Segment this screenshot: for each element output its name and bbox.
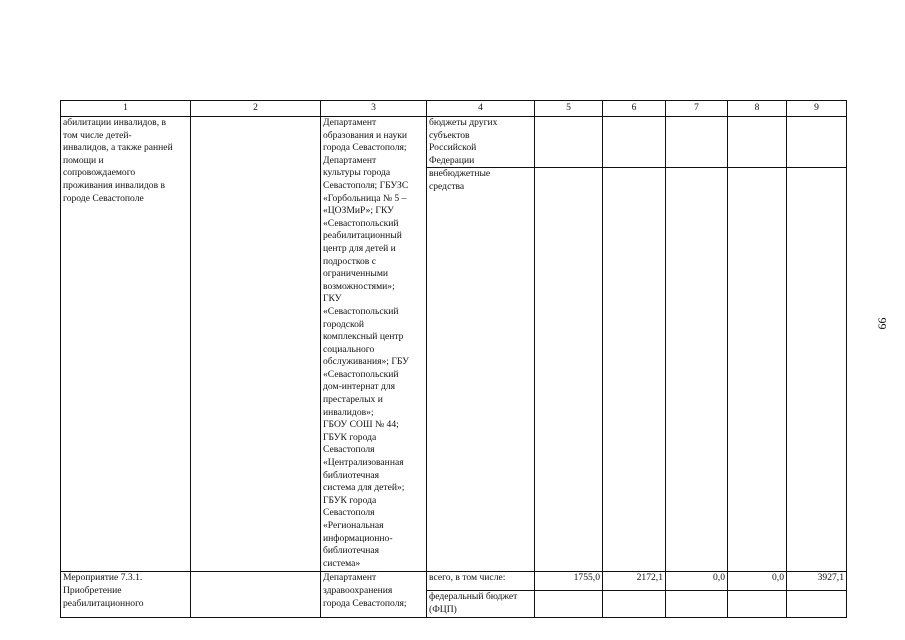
value-cell (787, 168, 847, 572)
value-cell: 1755,0 (535, 572, 603, 591)
text-line: «Горбольница № 5 – (323, 192, 407, 204)
header-cell: 2 (191, 101, 321, 117)
text-line: бюджеты других (429, 117, 498, 128)
header-cell: 7 (666, 101, 728, 117)
text-line: города Севастополя; (323, 597, 407, 609)
header-cell: 6 (603, 101, 666, 117)
text-line: «ЦОЗМиР»; ГКУ (323, 205, 394, 217)
text-line: реабилитационного (63, 597, 144, 609)
text-line: ГБУК города (323, 494, 377, 506)
text-line: образования и науки (323, 129, 408, 141)
text-line: комплексный центр (323, 331, 404, 343)
value-cell (535, 117, 603, 168)
value-cell (787, 591, 847, 617)
row1-col2-cell (191, 117, 321, 572)
row2-measure-cell (61, 572, 191, 617)
text-line: реабилитационный (323, 230, 402, 242)
text-line: Севастополя (323, 444, 375, 456)
row1-source-cell (427, 117, 535, 168)
row1-measure-cell (61, 117, 191, 572)
text-line: субъектов (429, 129, 470, 141)
value-cell (535, 591, 603, 617)
value-cell: 3927,1 (787, 572, 847, 591)
header-row (61, 101, 847, 117)
value-cell (666, 168, 728, 572)
text-line: Севастополя; ГБУЗС (323, 179, 409, 191)
page-number: 99 (875, 317, 890, 330)
text-line: подростков с (323, 255, 376, 267)
text-line: возможностями»; (323, 280, 395, 292)
text-line: том числе детей- (63, 129, 132, 141)
text-line: библиотечная (323, 469, 380, 481)
text-line: Приобретение (63, 584, 122, 596)
text-line: культуры города (323, 167, 391, 179)
value-cell (728, 591, 787, 617)
table-row (61, 117, 847, 168)
text-line: помощи и (63, 154, 104, 166)
text-line: ГКУ (323, 293, 342, 305)
row1-source-cell (427, 168, 535, 572)
text-line: здравоохранения (323, 584, 393, 596)
text-line: городской (323, 318, 365, 330)
text-line: «Севастопольский (323, 217, 399, 229)
row2-executors-cell (321, 572, 427, 617)
text-line: инвалидов»; (323, 406, 374, 418)
row1-executors-cell (321, 117, 427, 572)
text-line: Российской (429, 142, 477, 154)
value-cell: 0,0 (728, 572, 787, 591)
text-line: Департамент (323, 572, 377, 584)
text-line: абилитации инвалидов, в (63, 117, 167, 128)
text-line: (ФЦП) (429, 603, 457, 615)
header-cell: 5 (535, 101, 603, 117)
value-cell: 2172,1 (603, 572, 666, 591)
value-cell (787, 117, 847, 168)
text-line: Федерации (429, 154, 475, 166)
text-line: социального (323, 343, 375, 355)
text-line: библиотечная (323, 545, 380, 557)
text-line: «Севастопольский (323, 305, 399, 317)
text-line: «Севастопольский (323, 368, 399, 380)
text-line: система» (323, 557, 361, 569)
text-line: обслуживания»; ГБУ (323, 356, 409, 368)
value-cell (535, 168, 603, 572)
text-line: информационно- (323, 532, 393, 544)
text-line: «Региональная (323, 520, 384, 531)
text-line: внебюджетные (429, 168, 491, 180)
header-cell: 8 (728, 101, 787, 117)
value-cell (603, 117, 666, 168)
header-cell: 4 (427, 101, 535, 117)
row2-source-cell (427, 591, 535, 617)
header-cell: 3 (321, 101, 427, 117)
text-line: федеральный бюджет (429, 591, 518, 603)
value-cell (666, 117, 728, 168)
row2-col2-cell (191, 572, 321, 617)
header-cell: 1 (61, 101, 191, 117)
text-line: средства (429, 180, 465, 192)
text-line: проживания инвалидов в (63, 179, 166, 191)
text-line: система для детей»; (323, 482, 405, 494)
text-line: города Севастополя; (323, 142, 407, 154)
value-cell (728, 168, 787, 572)
value-cell: 0,0 (666, 572, 728, 591)
text-line: ограниченными (323, 268, 389, 280)
text-line: инвалидов, а также ранней (63, 142, 173, 154)
text-line: ГБОУ СОШ № 44; (323, 419, 399, 431)
table-row (61, 572, 847, 591)
program-table (60, 100, 847, 618)
text-line: центр для детей и (323, 242, 396, 254)
text-line: «Централизованная (323, 457, 404, 469)
value-cell (728, 117, 787, 168)
text-line: Севастополя (323, 507, 375, 519)
row2-source-cell: всего, в том числе: (427, 572, 535, 591)
text-line: Департамент (323, 117, 377, 128)
header-cell: 9 (787, 101, 847, 117)
value-cell (603, 591, 666, 617)
value-cell (603, 168, 666, 572)
text-line: Департамент (323, 154, 377, 166)
text-line: дом-интернат для (323, 381, 396, 393)
text-line: престарелых и (323, 394, 383, 406)
text-line: городе Севастополе (63, 192, 144, 204)
text-line: ГБУК города (323, 431, 377, 443)
text-line: Мероприятие 7.3.1. (63, 572, 143, 584)
text-line: сопровождаемого (63, 167, 136, 179)
value-cell (666, 591, 728, 617)
